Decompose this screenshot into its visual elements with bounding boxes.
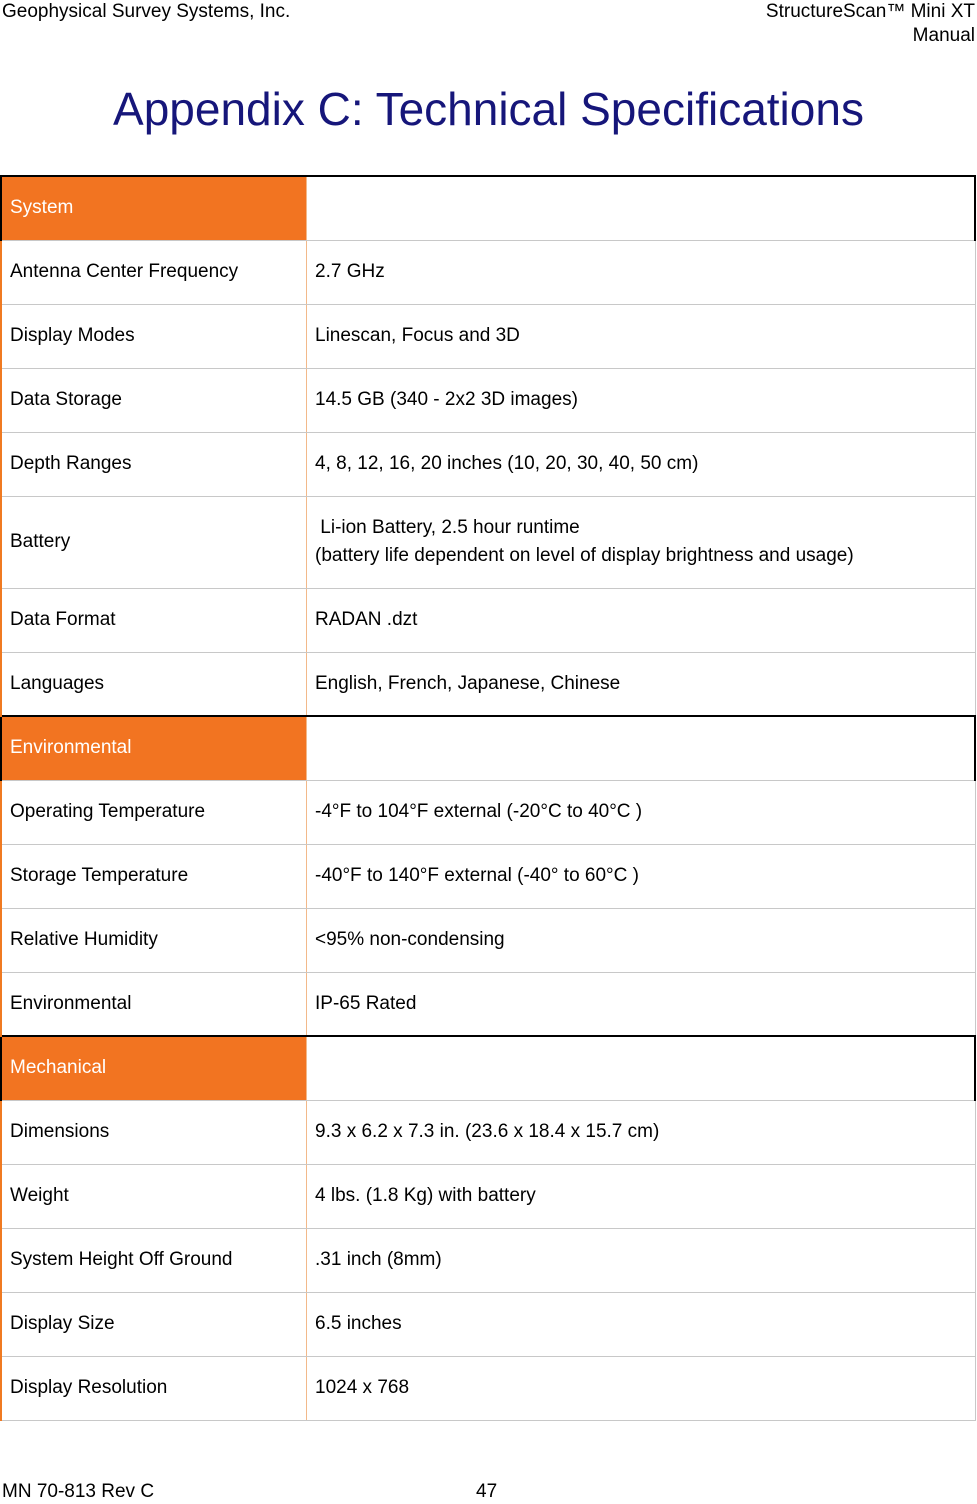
- spec-value: Linescan, Focus and 3D: [307, 304, 976, 368]
- spec-value: RADAN .dzt: [307, 588, 976, 652]
- spec-value: 6.5 inches: [307, 1292, 976, 1356]
- spec-label: Relative Humidity: [1, 908, 307, 972]
- spec-value: .31 inch (8mm): [307, 1228, 976, 1292]
- page-title: Appendix C: Technical Specifications: [113, 83, 864, 135]
- table-row: [1, 652, 975, 716]
- table-row: [1, 432, 975, 496]
- spec-value: English, French, Japanese, Chinese: [307, 652, 976, 716]
- header-product: [766, 0, 975, 48]
- spec-value: [307, 496, 976, 588]
- section-heading: Environmental: [1, 716, 307, 780]
- table-row: [1, 1164, 975, 1228]
- table-row: [1, 304, 975, 368]
- spec-label: Data Format: [1, 588, 307, 652]
- footer-doc-number: MN 70-813 Rev C: [2, 1481, 155, 1502]
- spec-label: Battery: [1, 496, 307, 588]
- header-company: Geophysical Survey Systems, Inc.: [2, 1, 291, 22]
- table-row: [1, 972, 975, 1036]
- spec-value: 4 lbs. (1.8 Kg) with battery: [307, 1164, 976, 1228]
- spec-label: Display Resolution: [1, 1356, 307, 1420]
- header-product-type: Manual: [912, 25, 975, 46]
- spec-value: -40°F to 140°F external (-40° to 60°C ): [307, 844, 976, 908]
- header-product-name: StructureScan™ Mini XT: [765, 1, 975, 22]
- section-heading-blank: [307, 716, 976, 780]
- spec-value-note: (battery life dependent on level of display brightness and usage): [315, 545, 854, 566]
- spec-value: -4°F to 104°F external (-20°C to 40°C ): [307, 780, 976, 844]
- spec-label: Depth Ranges: [1, 432, 307, 496]
- spec-label: Languages: [1, 652, 307, 716]
- table-row: [1, 780, 975, 844]
- table-row: [1, 588, 975, 652]
- section-header-mechanical: [1, 1036, 975, 1100]
- table-row: [1, 240, 975, 304]
- section-header-system: [1, 176, 975, 240]
- section-heading: System: [1, 176, 307, 240]
- spec-label: Environmental: [1, 972, 307, 1036]
- footer-page-number: 47: [476, 1481, 498, 1502]
- specifications-table: [0, 175, 976, 1421]
- table-row: [1, 908, 975, 972]
- spec-label: System Height Off Ground: [1, 1228, 307, 1292]
- spec-value: 4, 8, 12, 16, 20 inches (10, 20, 30, 40, 50 cm): [307, 432, 976, 496]
- spec-label: Data Storage: [1, 368, 307, 432]
- section-heading-blank: [307, 1036, 976, 1100]
- spec-label: Storage Temperature: [1, 844, 307, 908]
- section-heading-blank: [307, 176, 976, 240]
- table-row: [1, 1292, 975, 1356]
- table-row: [1, 496, 975, 588]
- table-row: [1, 1100, 975, 1164]
- table-row: [1, 1228, 975, 1292]
- spec-value: 1024 x 768: [307, 1356, 976, 1420]
- table-row: [1, 1356, 975, 1420]
- table-row: [1, 844, 975, 908]
- spec-label: Display Modes: [1, 304, 307, 368]
- spec-label: Operating Temperature: [1, 780, 307, 844]
- spec-label: Weight: [1, 1164, 307, 1228]
- table-row: [1, 368, 975, 432]
- spec-label: Dimensions: [1, 1100, 307, 1164]
- spec-value: 9.3 x 6.2 x 7.3 in. (23.6 x 18.4 x 15.7 cm): [307, 1100, 976, 1164]
- section-header-environmental: [1, 716, 975, 780]
- spec-value: <95% non-condensing: [307, 908, 976, 972]
- spec-value: 2.7 GHz: [307, 240, 976, 304]
- section-heading: Mechanical: [1, 1036, 307, 1100]
- spec-label: Antenna Center Frequency: [1, 240, 307, 304]
- spec-label: Display Size: [1, 1292, 307, 1356]
- spec-value: 14.5 GB (340 - 2x2 3D images): [307, 368, 976, 432]
- spec-value: IP-65 Rated: [307, 972, 976, 1036]
- spec-value-line: Li-ion Battery, 2.5 hour runtime: [315, 517, 580, 538]
